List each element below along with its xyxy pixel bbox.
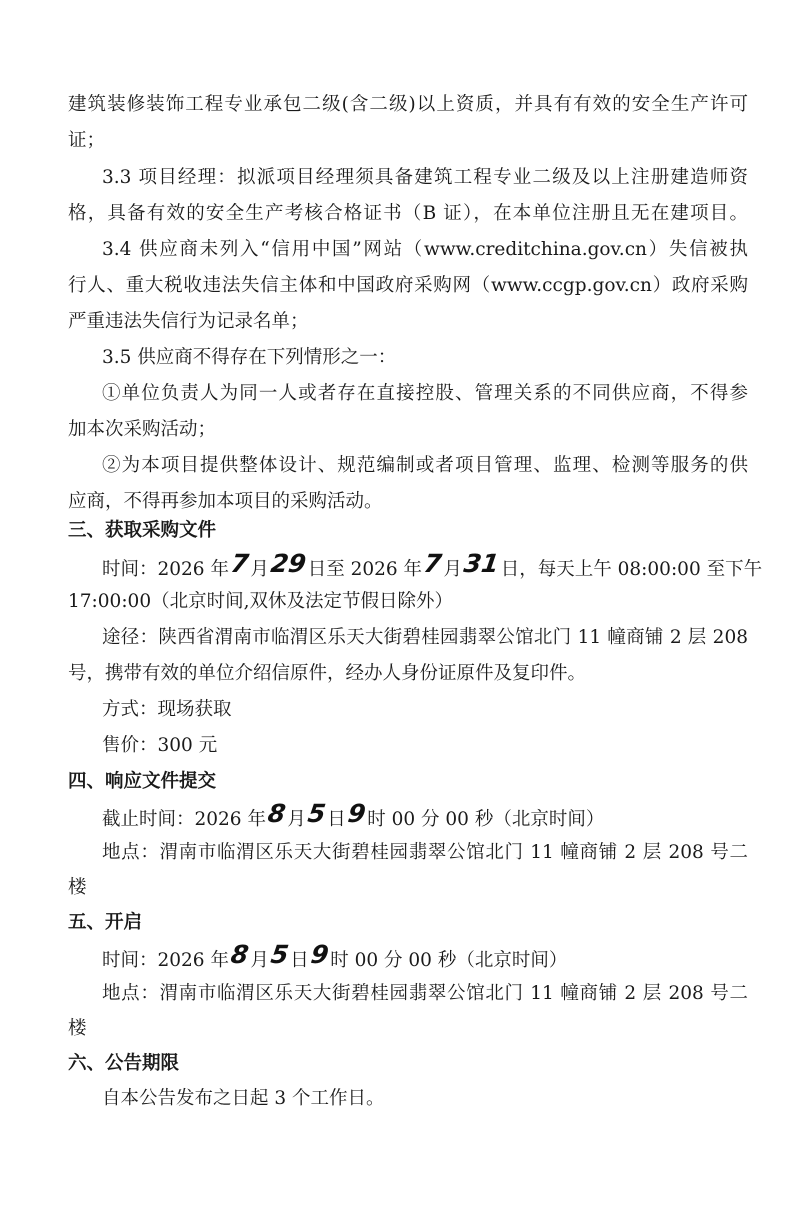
- clause-3-4-line: 3.4 供应商未列入“信用中国”网站（www.creditchina.gov.cn）失信被执: [102, 239, 748, 260]
- handwritten-hour: 9: [345, 799, 368, 828]
- opening-prefix: 时间：2026 年: [102, 950, 229, 971]
- handwritten-month: 7: [229, 549, 251, 578]
- paragraph-line: 应商，不得再参加本项目的采购活动。: [68, 491, 383, 512]
- notice-period-line: 自本公告发布之日起 3 个工作日。: [102, 1088, 385, 1109]
- handwritten-month: 8: [229, 940, 251, 969]
- deadline-prefix: 截止时间：2026 年: [102, 809, 266, 830]
- opening-location-line: 地点：渭南市临渭区乐天大街碧桂园翡翠公馆北门 11 幢商铺 2 层 208 号二: [102, 983, 748, 1004]
- handwritten-day: 29: [268, 549, 308, 578]
- price-line: 售价：300 元: [102, 735, 218, 756]
- paragraph-line: 格，具备有效的安全生产考核合格证书（B 证），在本单位注册且无在建项目。: [68, 203, 748, 224]
- deadline-text: 日: [327, 809, 346, 830]
- paragraph-line: 楼: [68, 877, 87, 898]
- handwritten-month: 7: [422, 549, 444, 578]
- deadline-text: 月: [287, 809, 306, 830]
- deadline-suffix: 时 00 分 00 秒（北京时间）: [367, 809, 605, 830]
- handwritten-hour: 9: [308, 940, 331, 969]
- paragraph-line: 楼: [68, 1018, 87, 1039]
- clause-3-3-line: 3.3 项目经理：拟派项目经理须具备建筑工程专业二级及以上注册建造师资: [102, 167, 748, 188]
- opening-suffix: 时 00 分 00 秒（北京时间）: [330, 950, 568, 971]
- opening-text: 月: [250, 950, 269, 971]
- paragraph-line: 行人、重大税收违法失信主体和中国政府采购网（www.ccgp.gov.cn）政府采购: [68, 275, 748, 296]
- paragraph-line: 17:00:00（北京时间,双休及法定节假日除外）: [68, 591, 453, 612]
- acquisition-route-line: 途径：陕西省渭南市临渭区乐天大街碧桂园翡翠公馆北门 11 幢商铺 2 层 208: [102, 627, 748, 648]
- opening-text: 日: [290, 950, 309, 971]
- section-heading-4: 四、响应文件提交: [68, 771, 217, 792]
- paragraph-line: 建筑装修装饰工程专业承包二级(含二级)以上资质，并具有有效的安全生产许可: [68, 94, 748, 115]
- time-text: 月: [250, 559, 269, 580]
- list-item-1-line: ①单位负责人为同一人或者存在直接控股、管理关系的不同供应商，不得参: [102, 383, 748, 404]
- time-text: 月: [443, 559, 462, 580]
- clause-3-5-line: 3.5 供应商不得存在下列情形之一：: [102, 347, 397, 368]
- paragraph-line: 严重违法失信行为记录名单；: [68, 311, 309, 332]
- handwritten-day: 5: [268, 940, 291, 969]
- acquisition-time-line: [102, 549, 763, 583]
- submission-location-line: 地点：渭南市临渭区乐天大街碧桂园翡翠公馆北门 11 幢商铺 2 层 208 号二: [102, 842, 748, 863]
- time-text: 日至 2026 年: [307, 559, 423, 580]
- opening-time-line: [102, 940, 748, 974]
- deadline-line: [102, 799, 748, 833]
- section-heading-3: 三、获取采购文件: [68, 520, 217, 541]
- paragraph-line: 加本次采购活动；: [68, 419, 217, 440]
- time-prefix: 时间：2026 年: [102, 559, 229, 580]
- paragraph-line: 证；: [68, 130, 106, 151]
- handwritten-day: 31: [461, 549, 501, 578]
- section-heading-6: 六、公告期限: [68, 1053, 180, 1074]
- handwritten-month: 8: [266, 799, 288, 828]
- list-item-2-line: ②为本项目提供整体设计、规范编制或者项目管理、监理、检测等服务的供: [102, 455, 748, 476]
- section-heading-5: 五、开启: [68, 912, 143, 933]
- acquisition-method-line: 方式：现场获取: [102, 699, 232, 720]
- handwritten-day: 5: [305, 799, 328, 828]
- time-suffix: 日，每天上午 08:00:00 至下午: [500, 559, 763, 580]
- paragraph-line: 号，携带有效的单位介绍信原件，经办人身份证原件及复印件。: [68, 663, 587, 684]
